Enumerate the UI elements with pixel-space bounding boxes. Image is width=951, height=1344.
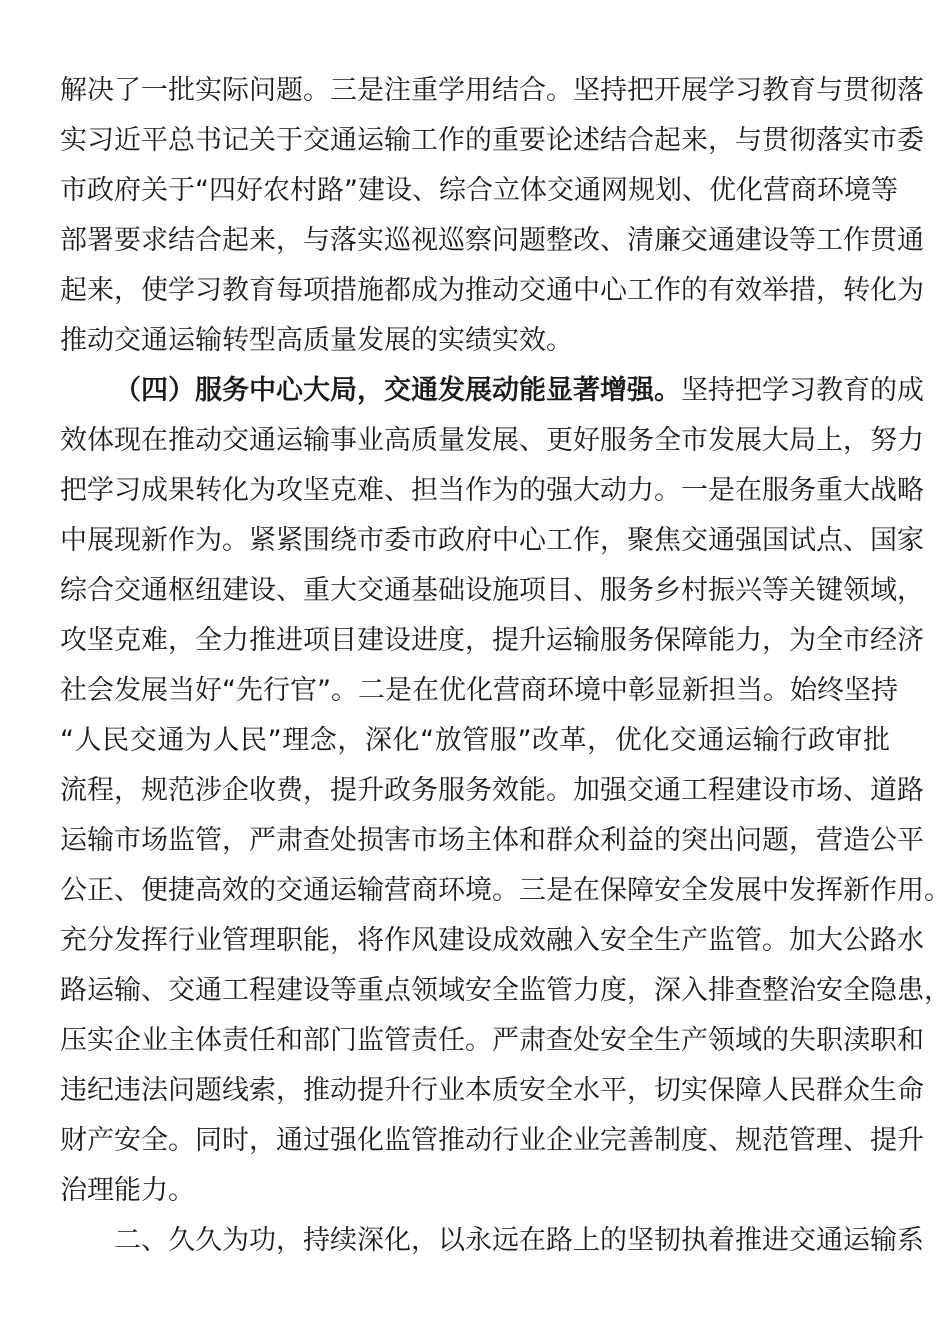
paragraph-1	[60, 66, 924, 366]
text-line: 实习近平总书记关于交通运输工作的重要论述结合起来，与贯彻落实市委	[60, 125, 924, 156]
text-line: 中展现新作为。紧紧围绕市委市政府中心工作，聚焦交通强国试点、国家	[60, 525, 924, 556]
text-line: 公正、便捷高效的交通运输营商环境。三是在保障安全发展中发挥新作用。	[60, 875, 951, 906]
text-line: 部署要求结合起来，与落实巡视巡察问题整改、清廉交通建设等工作贯通	[60, 225, 924, 256]
text-line: 攻坚克难，全力推进项目建设进度，提升运输服务保障能力，为全市经济	[60, 625, 924, 656]
text-line: 路运输、交通工程建设等重点领域安全监管力度，深入排查整治安全隐患，	[60, 975, 951, 1006]
document-body	[60, 66, 951, 1266]
paragraph-3	[60, 1216, 924, 1266]
text-line: 运输市场监管，严肃查处损害市场主体和群众利益的突出问题，营造公平	[60, 825, 924, 856]
text-line: 社会发展当好“先行官”。二是在优化营商环境中彰显新担当。始终坚持	[60, 675, 898, 706]
text-line: 综合交通枢纽建设、重大交通基础设施项目、服务乡村振兴等关键领域，	[60, 575, 924, 606]
text-line: 违纪违法问题线索，推动提升行业本质安全水平，切实保障人民群众生命	[60, 1075, 924, 1106]
text-line: 充分发挥行业管理职能，将作风建设成效融入安全生产监管。加大公路水	[60, 925, 924, 956]
text-line: 流程，规范涉企收费，提升政务服务效能。加强交通工程建设市场、道路	[60, 775, 924, 806]
section-heading: （四）服务中心大局，交通发展动能显著增强。	[114, 375, 681, 406]
text-line: 起来，使学习教育每项措施都成为推动交通中心工作的有效举措，转化为	[60, 275, 924, 306]
text-line: “人民交通为人民”理念，深化“放管服”改革，优化交通运输行政审批	[60, 725, 890, 756]
paragraph-2	[60, 366, 951, 1216]
text-line: 把学习成果转化为攻坚克难、担当作为的强大动力。一是在服务重大战略	[60, 475, 924, 506]
text-line: 市政府关于“四好农村路”建设、综合立体交通网规划、优化营商环境等	[60, 175, 898, 206]
paragraph-2-first-line	[60, 366, 924, 416]
text-line: 推动交通运输转型高质量发展的实绩实效。	[60, 325, 573, 356]
text-span: 坚持把学习教育的成	[681, 375, 924, 406]
section-heading: 二、久久为功，持续深化，以永远在路上的坚韧执着推进交通运输系	[114, 1225, 924, 1256]
text-line: 解决了一批实际问题。三是注重学用结合。坚持把开展学习教育与贯彻落	[60, 75, 924, 106]
text-line: 治理能力。	[60, 1175, 195, 1206]
text-line: 财产安全。同时，通过强化监管推动行业企业完善制度、规范管理、提升	[60, 1125, 924, 1156]
text-line: 压实企业主体责任和部门监管责任。严肃查处安全生产领域的失职渎职和	[60, 1025, 924, 1056]
text-line: 效体现在推动交通运输事业高质量发展、更好服务全市发展大局上，努力	[60, 425, 924, 456]
